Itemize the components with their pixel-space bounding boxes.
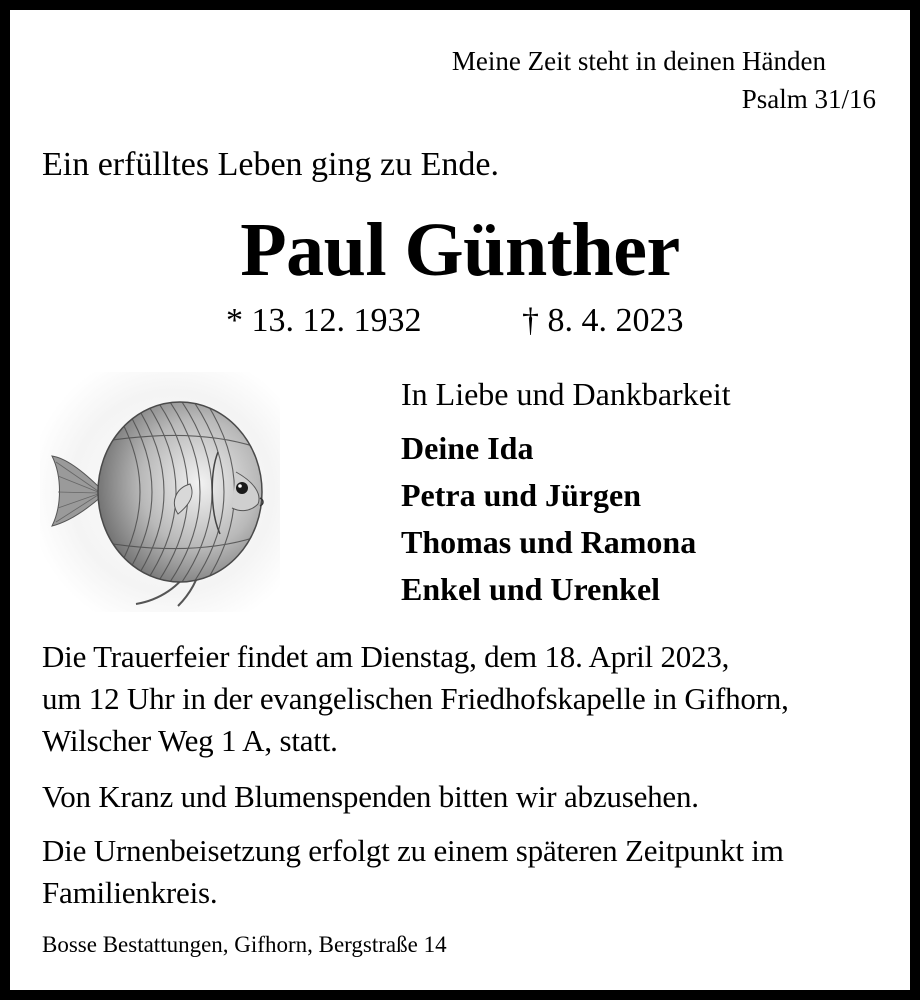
discus-fish-icon xyxy=(40,372,280,612)
birth-date: * 13. 12. 1932 xyxy=(226,302,422,339)
mourner-name: Petra und Jürgen xyxy=(401,477,641,513)
funeral-info-line: Wilscher Weg 1 A, statt. xyxy=(42,723,338,758)
death-date: † 8. 4. 2023 xyxy=(522,302,684,339)
verse-text: Meine Zeit steht in deinen Händen xyxy=(451,46,826,76)
mourner-name: Deine Ida xyxy=(401,430,534,466)
undertaker-info: Bosse Bestattungen, Gifhorn, Bergstraße 14 xyxy=(42,932,447,957)
funeral-info-line: um 12 Uhr in der evangelischen Friedhofskapelle in Gifhorn, xyxy=(42,681,789,716)
funeral-info-line: Die Trauerfeier findet am Dienstag, dem 18. April 2023, xyxy=(42,639,730,674)
verse-reference: Psalm 31/16 xyxy=(741,84,876,114)
mourner-name: Enkel und Urenkel xyxy=(401,571,661,607)
flowers-note: Von Kranz und Blumenspenden bitten wir abzusehen. xyxy=(42,779,699,814)
urn-burial-line: Die Urnenbeisetzung erfolgt zu einem späteren Zeitpunkt im xyxy=(42,833,784,868)
deceased-name: Paul Günther xyxy=(240,208,680,292)
mourner-name: Thomas und Ramona xyxy=(401,524,697,560)
dedication-line: In Liebe und Dankbarkeit xyxy=(401,376,731,412)
intro-line: Ein erfülltes Leben ging zu Ende. xyxy=(42,146,499,183)
urn-burial-line: Familienkreis. xyxy=(42,875,218,910)
